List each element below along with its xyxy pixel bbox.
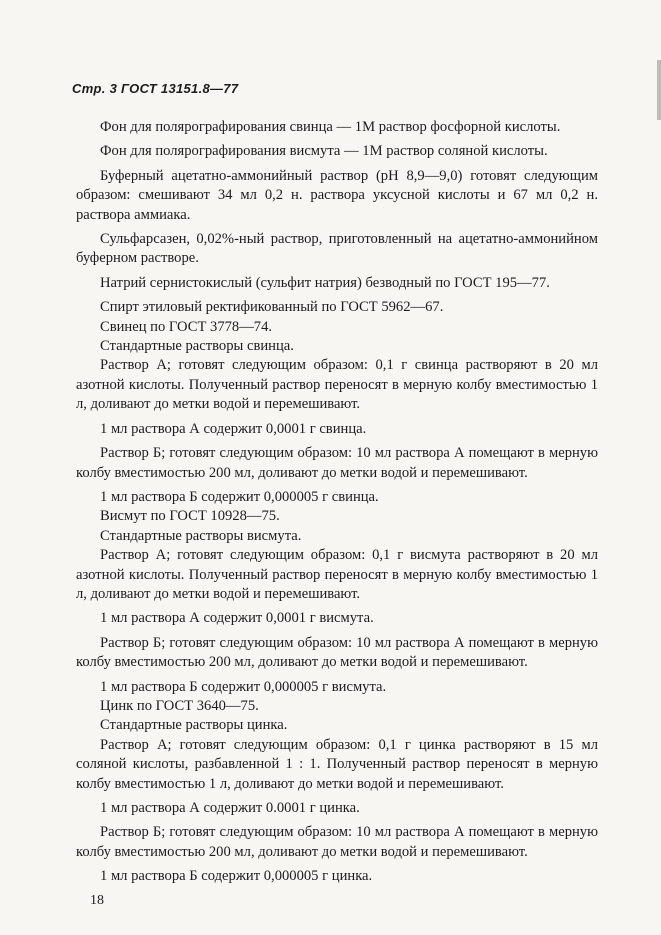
scan-edge (657, 60, 661, 120)
paragraph: Стандартные растворы свинца. (100, 338, 294, 355)
paragraph: Раствор Б; готовят следующим образом: 10 мл раствора А помещают в мерную колбу вместимостью 200 мл, доливают до метки водой и перемешивают. (76, 445, 598, 481)
paragraph: 1 мл раствора А содержит 0,0001 г свинца. (100, 420, 367, 437)
page-number: 18 (90, 893, 104, 908)
paragraph: 1 мл раствора А содержит 0.0001 г цинка. (100, 800, 360, 816)
paragraph: Свинец по ГОСТ 3778—74. (100, 318, 273, 335)
paragraph: 1 мл раствора А содержит 0,0001 г висмута. (100, 610, 374, 627)
paragraph: 1 мл раствора Б содержит 0,000005 г цинка. (100, 868, 373, 885)
paragraph: 1 мл раствора Б содержит 0,000005 г свинца. (100, 488, 379, 505)
paragraph: Спирт этиловый ректификованный по ГОСТ 5962—67. (100, 299, 444, 316)
paragraph: Фон для полярографирования висмута — 1М раствор соляной кислоты. (100, 143, 548, 160)
paragraph: Натрий сернистокислый (сульфит натрия) безводный по ГОСТ 195—77. (100, 274, 550, 291)
body-text (76, 118, 598, 887)
paragraph: Раствор А; готовят следующим образом: 0,1 г цинка растворяют в 15 мл соляной кислоты, разбавленной 1 : 1. Полученный раствор переносят в мерную колбу вместимостью 1 л, доливают до метки водой и перемешивают. (76, 736, 598, 792)
paragraph: 1 мл раствора Б содержит 0,000005 г висмута. (100, 678, 387, 695)
paragraph: Сульфарсазен, 0,02%-ный раствор, приготовленный на ацетатно-аммонийном буферном растворе. (76, 231, 598, 267)
paragraph: Раствор Б; готовят следующим образом: 10 мл раствора А помещают в мерную колбу вместимостью 200 мл, доливают до метки водой и перемешивают. (76, 824, 598, 860)
paragraph: Раствор А; готовят следующим образом: 0,1 г висмута растворяют в 20 мл азотной кислоты. Полученный раствор переносят в мерную колбу вместимостью 1 л, доливают до метки водой и перемешивают. (76, 547, 598, 602)
paragraph: Раствор Б; готовят следующим образом: 10 мл раствора А помещают в мерную колбу вместимостью 200 мл, доливают до метки водой и перемешивают. (76, 634, 598, 671)
paragraph: Стандартные растворы висмута. (100, 527, 302, 544)
paragraph: Буферный ацетатно-аммонийный раствор (рН 8,9—9,0) готовят следующим образом: смешивают 34 мл 0,2 н. раствора уксусной кислоты и 67 мл 0,2 н. раствора аммиака. (76, 167, 598, 223)
paragraph: Фон для полярографирования свинца — 1М раствор фосфорной кислоты. (100, 119, 561, 135)
paragraph: Висмут по ГОСТ 10928—75. (100, 508, 280, 525)
page-header: Стр. 3 ГОСТ 13151.8—77 (72, 81, 239, 96)
paragraph: Цинк по ГОСТ 3640—75. (100, 697, 259, 714)
paragraph: Раствор А; готовят следующим образом: 0,1 г свинца растворяют в 20 мл азотной кислоты. Полученный раствор переносят в мерную колбу вместимостью 1 л, доливают до метки водой и перемешивают. (76, 357, 598, 413)
paragraph: Стандартные растворы цинка. (100, 717, 288, 734)
